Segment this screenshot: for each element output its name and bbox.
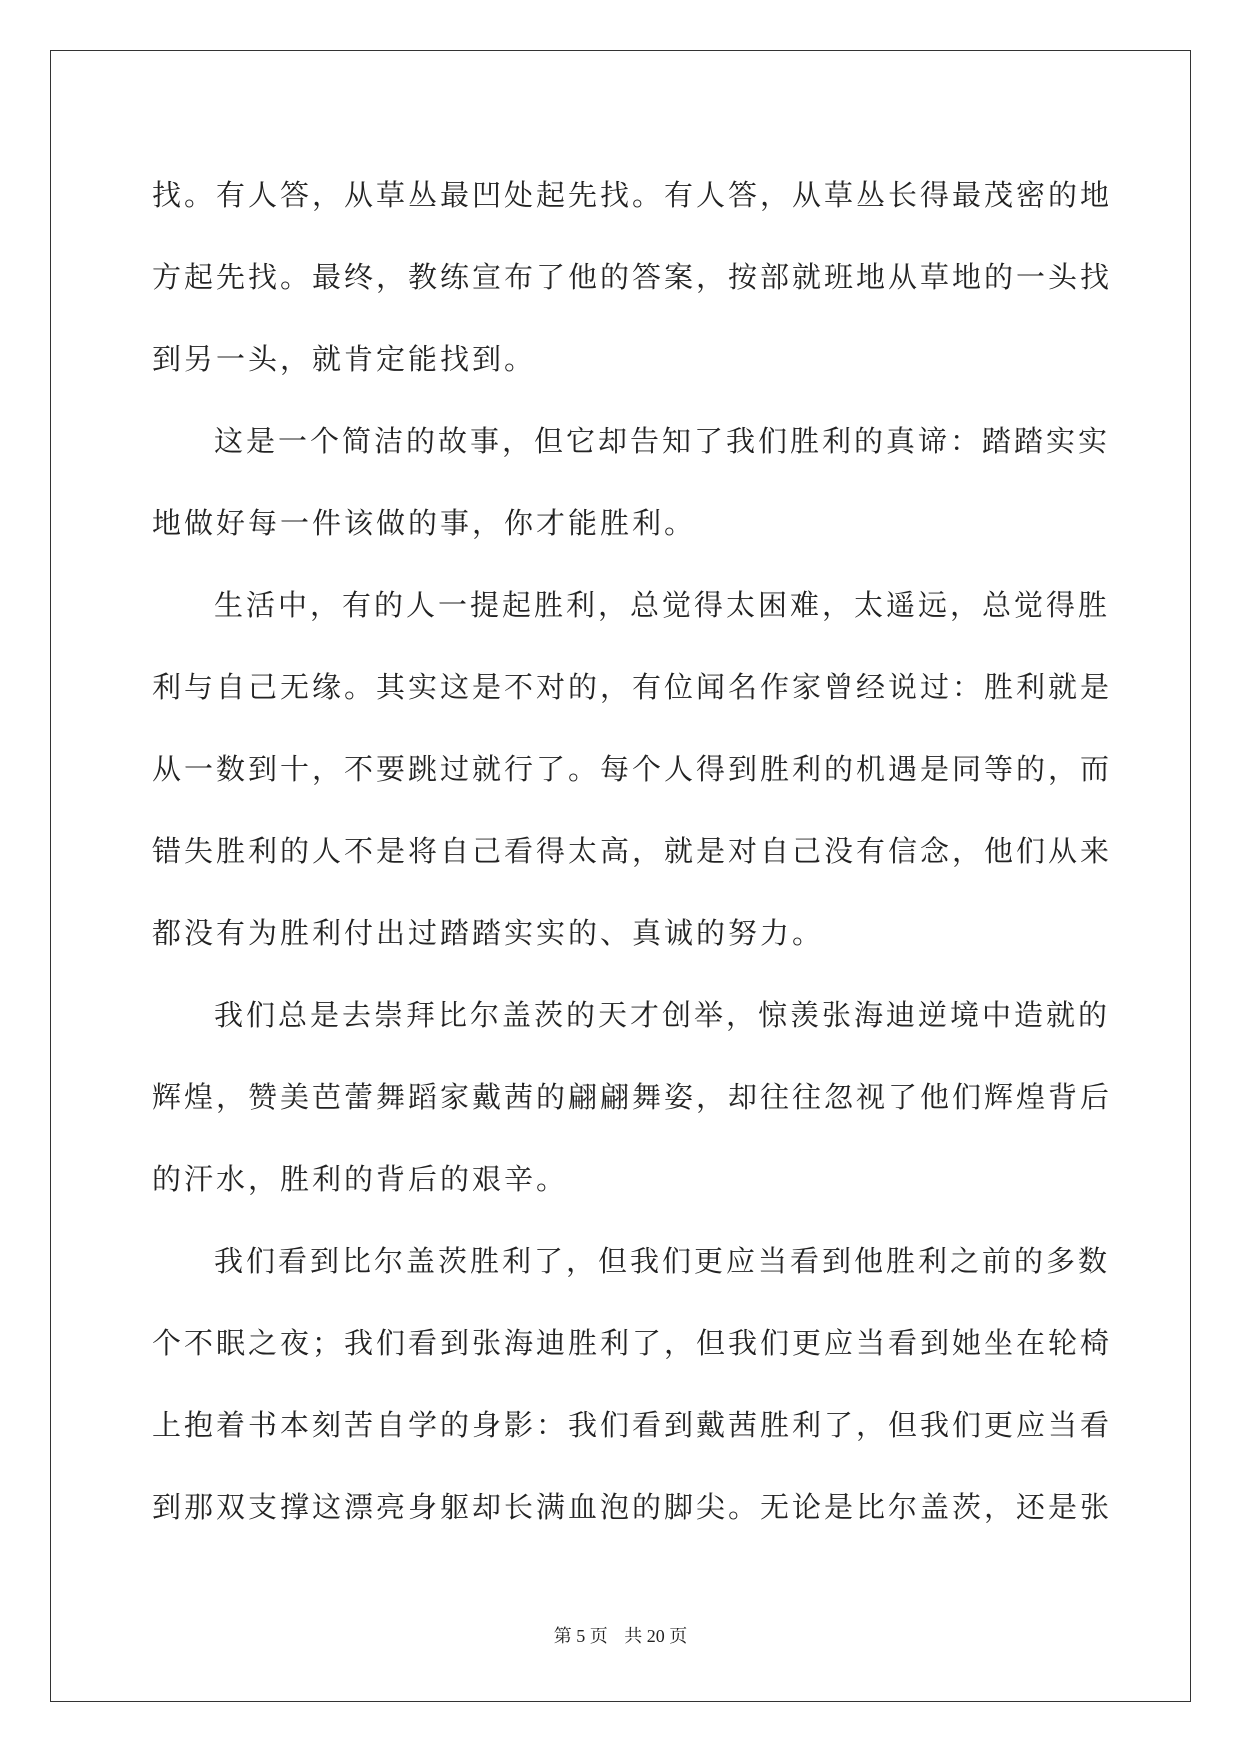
page-number: 第 5 页: [553, 1626, 608, 1646]
text-line: 辉煌，赞美芭蕾舞蹈家戴茜的翩翩舞姿，却往往忽视了他们辉煌背后: [152, 1080, 1113, 1114]
document-body: [152, 160, 1113, 1554]
text-line: 生活中，有的人一提起胜利，总觉得太困难，太遥远，总觉得胜: [214, 588, 1111, 622]
text-line: 的汗水，胜利的背后的艰辛。: [152, 1162, 569, 1196]
text-line: 从一数到十，不要跳过就行了。每个人得到胜利的机遇是同等的，而: [152, 752, 1113, 786]
text-line: 地做好每一件该做的事，你才能胜利。: [152, 506, 697, 540]
text-line: 利与自己无缘。其实这是不对的，有位闻名作家曾经说过：胜利就是: [152, 670, 1113, 704]
text-line: 个不眠之夜；我们看到张海迪胜利了，但我们更应当看到她坐在轮椅: [152, 1326, 1113, 1360]
text-line: 这是一个简洁的故事，但它却告知了我们胜利的真谛：踏踏实实: [214, 424, 1111, 458]
page-total: 共 20 页: [624, 1626, 688, 1646]
text-line: 都没有为胜利付出过踏踏实实的、真诚的努力。: [152, 916, 825, 950]
page-footer: [0, 1622, 1241, 1648]
text-line: 我们看到比尔盖茨胜利了，但我们更应当看到他胜利之前的多数: [214, 1244, 1111, 1278]
text-line: 方起先找。最终，教练宣布了他的答案，按部就班地从草地的一头找: [152, 260, 1113, 294]
text-line: 找。有人答，从草丛最凹处起先找。有人答，从草丛长得最茂密的地: [152, 178, 1113, 212]
text-line: 我们总是去崇拜比尔盖茨的天才创举，惊羡张海迪逆境中造就的: [214, 998, 1111, 1032]
text-line: 到另一头，就肯定能找到。: [152, 342, 537, 376]
text-line: 上抱着书本刻苦自学的身影：我们看到戴茜胜利了，但我们更应当看: [152, 1408, 1113, 1442]
text-line: 错失胜利的人不是将自己看得太高，就是对自己没有信念，他们从来: [152, 834, 1113, 868]
text-line: 到那双支撑这漂亮身躯却长满血泡的脚尖。无论是比尔盖茨，还是张: [152, 1490, 1113, 1524]
